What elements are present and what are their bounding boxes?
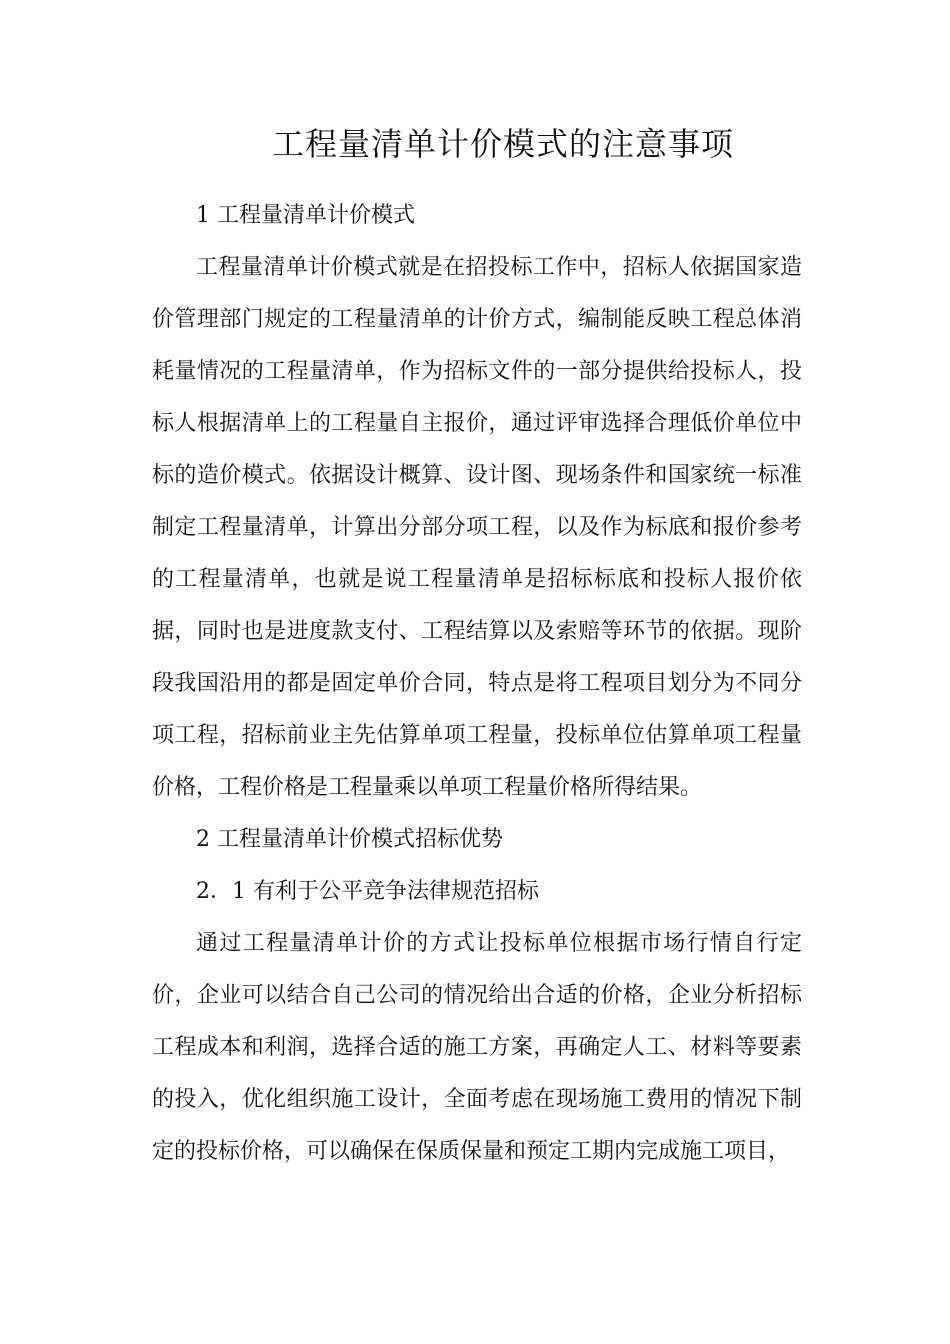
section-paragraph-1: 工程量清单计价模式就是在招投标工作中，招标人依据国家造价管理部门规定的工程量清单的计价方式，编制能反映工程总体消耗量情况的工程量清单，作为招标文件的一部分提供给投标人，投标人根据清单上的工程量自主报价，通过评审选择合理低价单位中标的造价模式。依据设计概算、设计图、现场条件和国家统一标准制定工程量清单，计算出分部分项工程，以及作为标底和报价参考的工程量清单，也就是说工程量清单是招标标底和投标人报价依据，同时也是进度款支付、工程结算以及索赔等环节的依据。现阶段我国沿用的都是固定单价合同，特点是将工程项目划分为不同分项工程，招标前业主先估算单项工程量，投标单位估算单项工程量价格，工程价格是工程量乘以单项工程量价格所得结果。 [152,255,802,800]
section-heading-1: 1 工程量清单计价模式 [196,203,415,228]
document-title: 工程量清单计价模式的注意事项 [271,125,734,163]
section-heading-2: 2 工程量清单计价模式招标优势 [196,827,503,852]
document-body [152,190,802,1178]
section-paragraph-2-1: 通过工程量清单计价的方式让投标单位根据市场行情自行定价，企业可以结合自己公司的情况给出合适的价格，企业分析招标工程成本和利润，选择合适的施工方案，再确定人工、材料等要素的投入，优化组织施工设计，全面考虑在现场施工费用的情况下制定的投标价格，可以确保在保质保量和预定工期内完成施工项目， [152,931,802,1164]
section-heading-2-1: 2．1 有利于公平竞争法律规范招标 [196,879,539,904]
